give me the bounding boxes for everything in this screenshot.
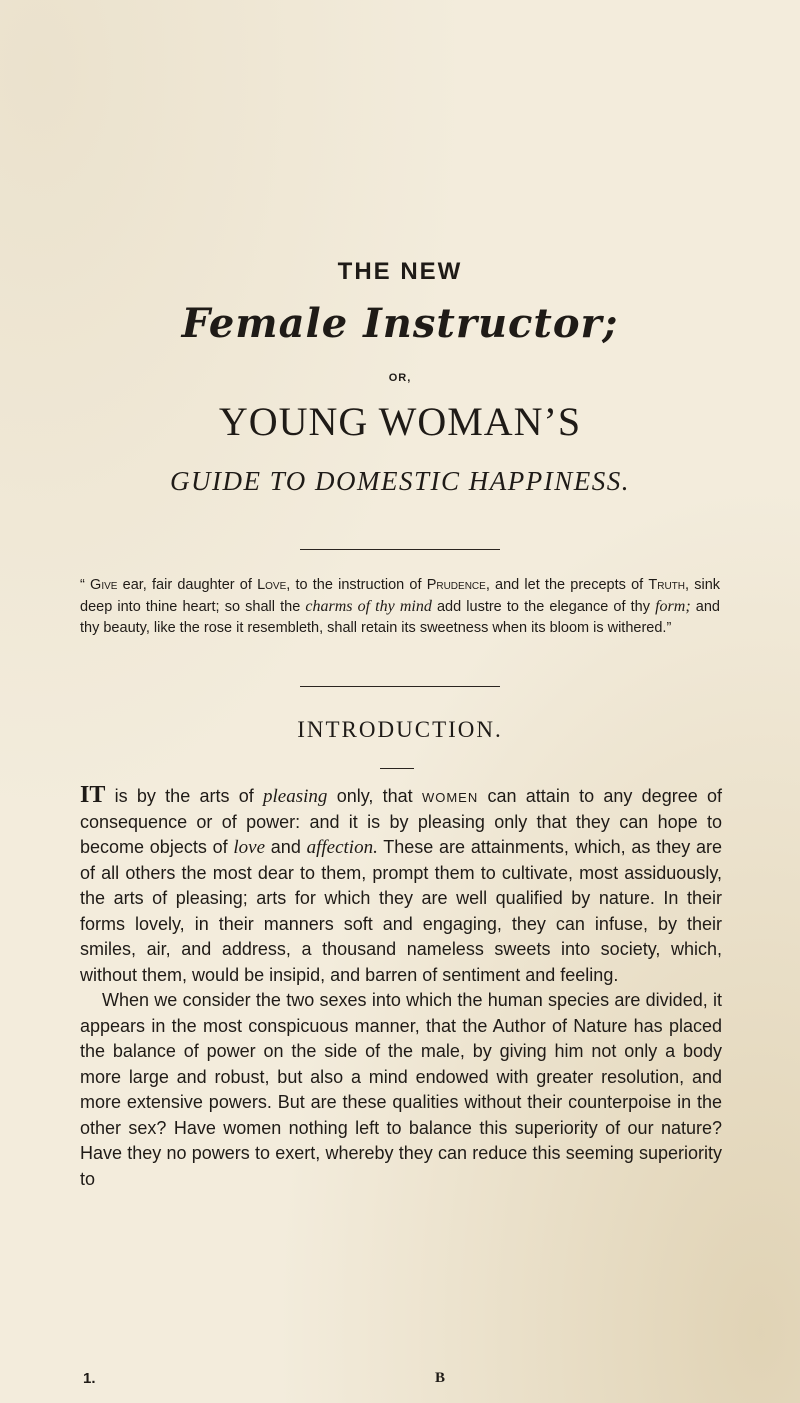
- epigraph-text-4: , sink deep into thine heart; so shall the: [80, 577, 721, 615]
- signature-mark: B: [435, 1370, 446, 1386]
- paragraph-1-women: women: [421, 786, 479, 806]
- introduction-heading: INTRODUCTION.: [297, 717, 503, 742]
- epigraph-open-quote: “: [80, 577, 85, 593]
- paragraph-1-text-b: only, that: [327, 786, 422, 806]
- page-number: 1.: [83, 1370, 96, 1387]
- epigraph-text-1: ear, fair daughter of: [117, 577, 258, 593]
- paragraph-1-opening-word: IT: [80, 782, 106, 808]
- title-the-new: THE NEW: [337, 258, 463, 285]
- paragraph-1-text-e: These are attainments, which, as they are of all others the most dear to them, prompt them to cultivate, most assiduously, the arts of pleasing; arts for which they are well qualified by nature. In their forms lovely, in their manners soft and engaging, they can infuse, by their smiles, air, and address, a thousand nameless sweets into society, which, without them, would be insipid, and barren of sentiment and feeling.: [80, 837, 722, 985]
- epigraph-form: form;: [655, 598, 691, 615]
- epigraph-truth: Truth: [648, 577, 685, 593]
- epigraph-prudence: Prudence: [426, 577, 486, 593]
- epigraph-text-5: add lustre to the elegance of thy: [431, 599, 656, 615]
- title-female-instructor: Female Instructor;: [181, 300, 619, 347]
- epigraph-give: Give: [90, 577, 118, 593]
- epigraph-charms: charms of thy mind: [305, 598, 432, 615]
- epigraph-love: Love: [257, 577, 287, 593]
- divider-rule-bottom: [300, 686, 500, 687]
- paragraph-1-text-a: is by the arts of: [105, 786, 264, 806]
- paragraph-1-text-c: can attain to any degree of consequence or of power: and it is by pleasing only that they can hope to become objects of: [80, 786, 723, 857]
- divider-rule-top: [300, 549, 500, 550]
- epigraph-quote: [80, 575, 720, 639]
- introduction-body: [80, 783, 722, 1192]
- epigraph-text-3: , and let the precepts of: [485, 577, 649, 593]
- paragraph-1: [80, 783, 722, 988]
- paragraph-1-pleasing: pleasing: [263, 786, 328, 807]
- paragraph-1-love: love: [233, 837, 266, 858]
- epigraph-text-2: , to the instruction of: [286, 577, 427, 593]
- title-or: OR,: [388, 372, 412, 384]
- paragraph-1-text-d: and: [265, 837, 307, 857]
- paragraph-1-affection: affection.: [306, 837, 378, 858]
- paragraph-2: When we consider the two sexes into which the human species are divided, it appears in the most conspicuous manner, that the Author of Nature has placed the balance of power on the side of the male, by giving him not only a body more large and robust, but also a mind endowed with greater resolution, and more extensive powers. But are these qualities without their counterpoise in the other sex? Have women nothing left to balance this superiority of our nature? Have they no powers to exert, whereby they can reduce this seeming superiority to: [80, 990, 722, 1189]
- title-guide-subtitle: GUIDE TO DOMESTIC HAPPINESS.: [170, 466, 630, 496]
- title-young-womans: YOUNG WOMAN’S: [218, 399, 582, 444]
- epigraph-text-6: and thy beauty, like the rose it resembleth, shall retain its sweetness when its bloom is withered.”: [80, 599, 720, 636]
- heading-short-rule: [380, 768, 414, 769]
